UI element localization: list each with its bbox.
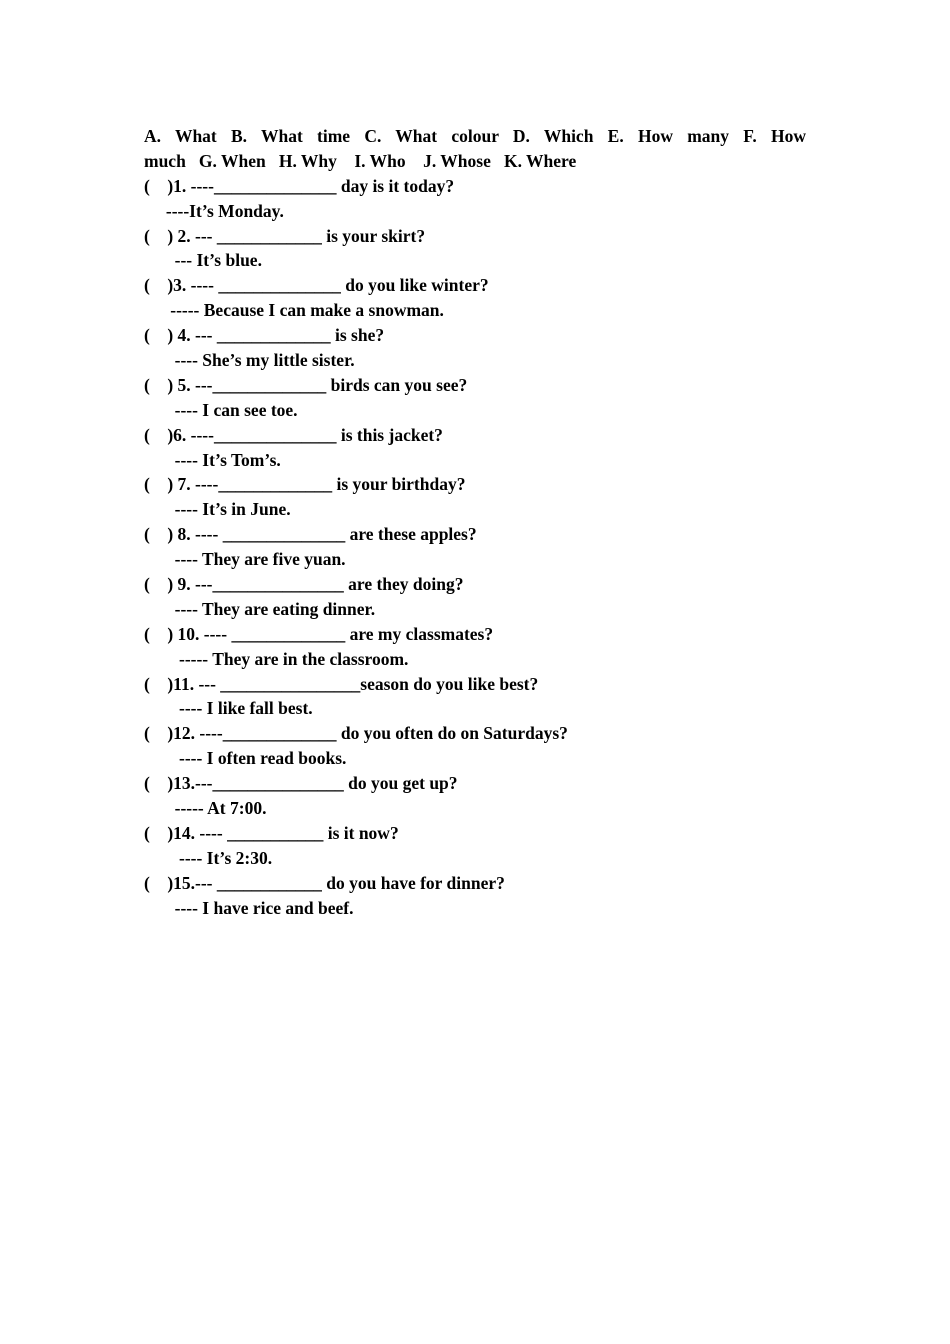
question-14: ( )14. ---- ___________ is it now? [144,822,399,843]
question-12: ( )12. ----_____________ do you often do on Saturdays? [144,723,568,744]
question-15: ( )15.--- ____________ do you have for dinner? [144,872,505,893]
answer-5: ---- I can see toe. [144,399,298,420]
answer-12: ---- I often read books. [144,748,347,769]
answer-4: ---- She’s my little sister. [144,350,355,371]
answer-2: --- It’s blue. [144,250,262,271]
answer-13: ----- At 7:00. [144,798,267,819]
question-6: ( )6. ----______________ is this jacket? [144,424,443,445]
question-10: ( ) 10. ---- _____________ are my classmates? [144,623,494,644]
answer-14: ---- It’s 2:30. [144,847,273,868]
answer-6: ---- It’s Tom’s. [144,449,281,470]
answer-10: ----- They are in the classroom. [144,648,409,669]
question-5: ( ) 5. ---_____________ birds can you see? [144,374,468,395]
question-7: ( ) 7. ----_____________ is your birthday? [144,474,466,495]
question-3: ( )3. ---- ______________ do you like winter? [144,275,489,296]
question-8: ( ) 8. ---- ______________ are these apples? [144,524,477,545]
question-1: ( )1. ----______________ day is it today? [144,175,455,196]
answer-1: ----It’s Monday. [144,200,284,221]
answer-3: ----- Because I can make a snowman. [144,300,444,321]
answer-15: ---- I have rice and beef. [144,897,354,918]
question-9: ( ) 9. ---_______________ are they doing? [144,574,464,595]
question-2: ( ) 2. --- ____________ is your skirt? [144,225,426,246]
question-13: ( )13.---_______________ do you get up? [144,773,458,794]
answer-11: ---- I like fall best. [144,698,313,719]
answer-9: ---- They are eating dinner. [144,598,376,619]
question-11: ( )11. --- ________________season do you like best? [144,673,539,694]
answer-7: ---- It’s in June. [144,499,291,520]
answer-8: ---- They are five yuan. [144,549,346,570]
question-4: ( ) 4. --- _____________ is she? [144,325,385,346]
options-line-1: A. What B. What time C. What colour D. Which E. How many F. How [144,126,806,146]
worksheet-content [144,124,806,921]
options-line-2: much G. When H. Why I. Who J. Whose K. Where [144,150,577,171]
